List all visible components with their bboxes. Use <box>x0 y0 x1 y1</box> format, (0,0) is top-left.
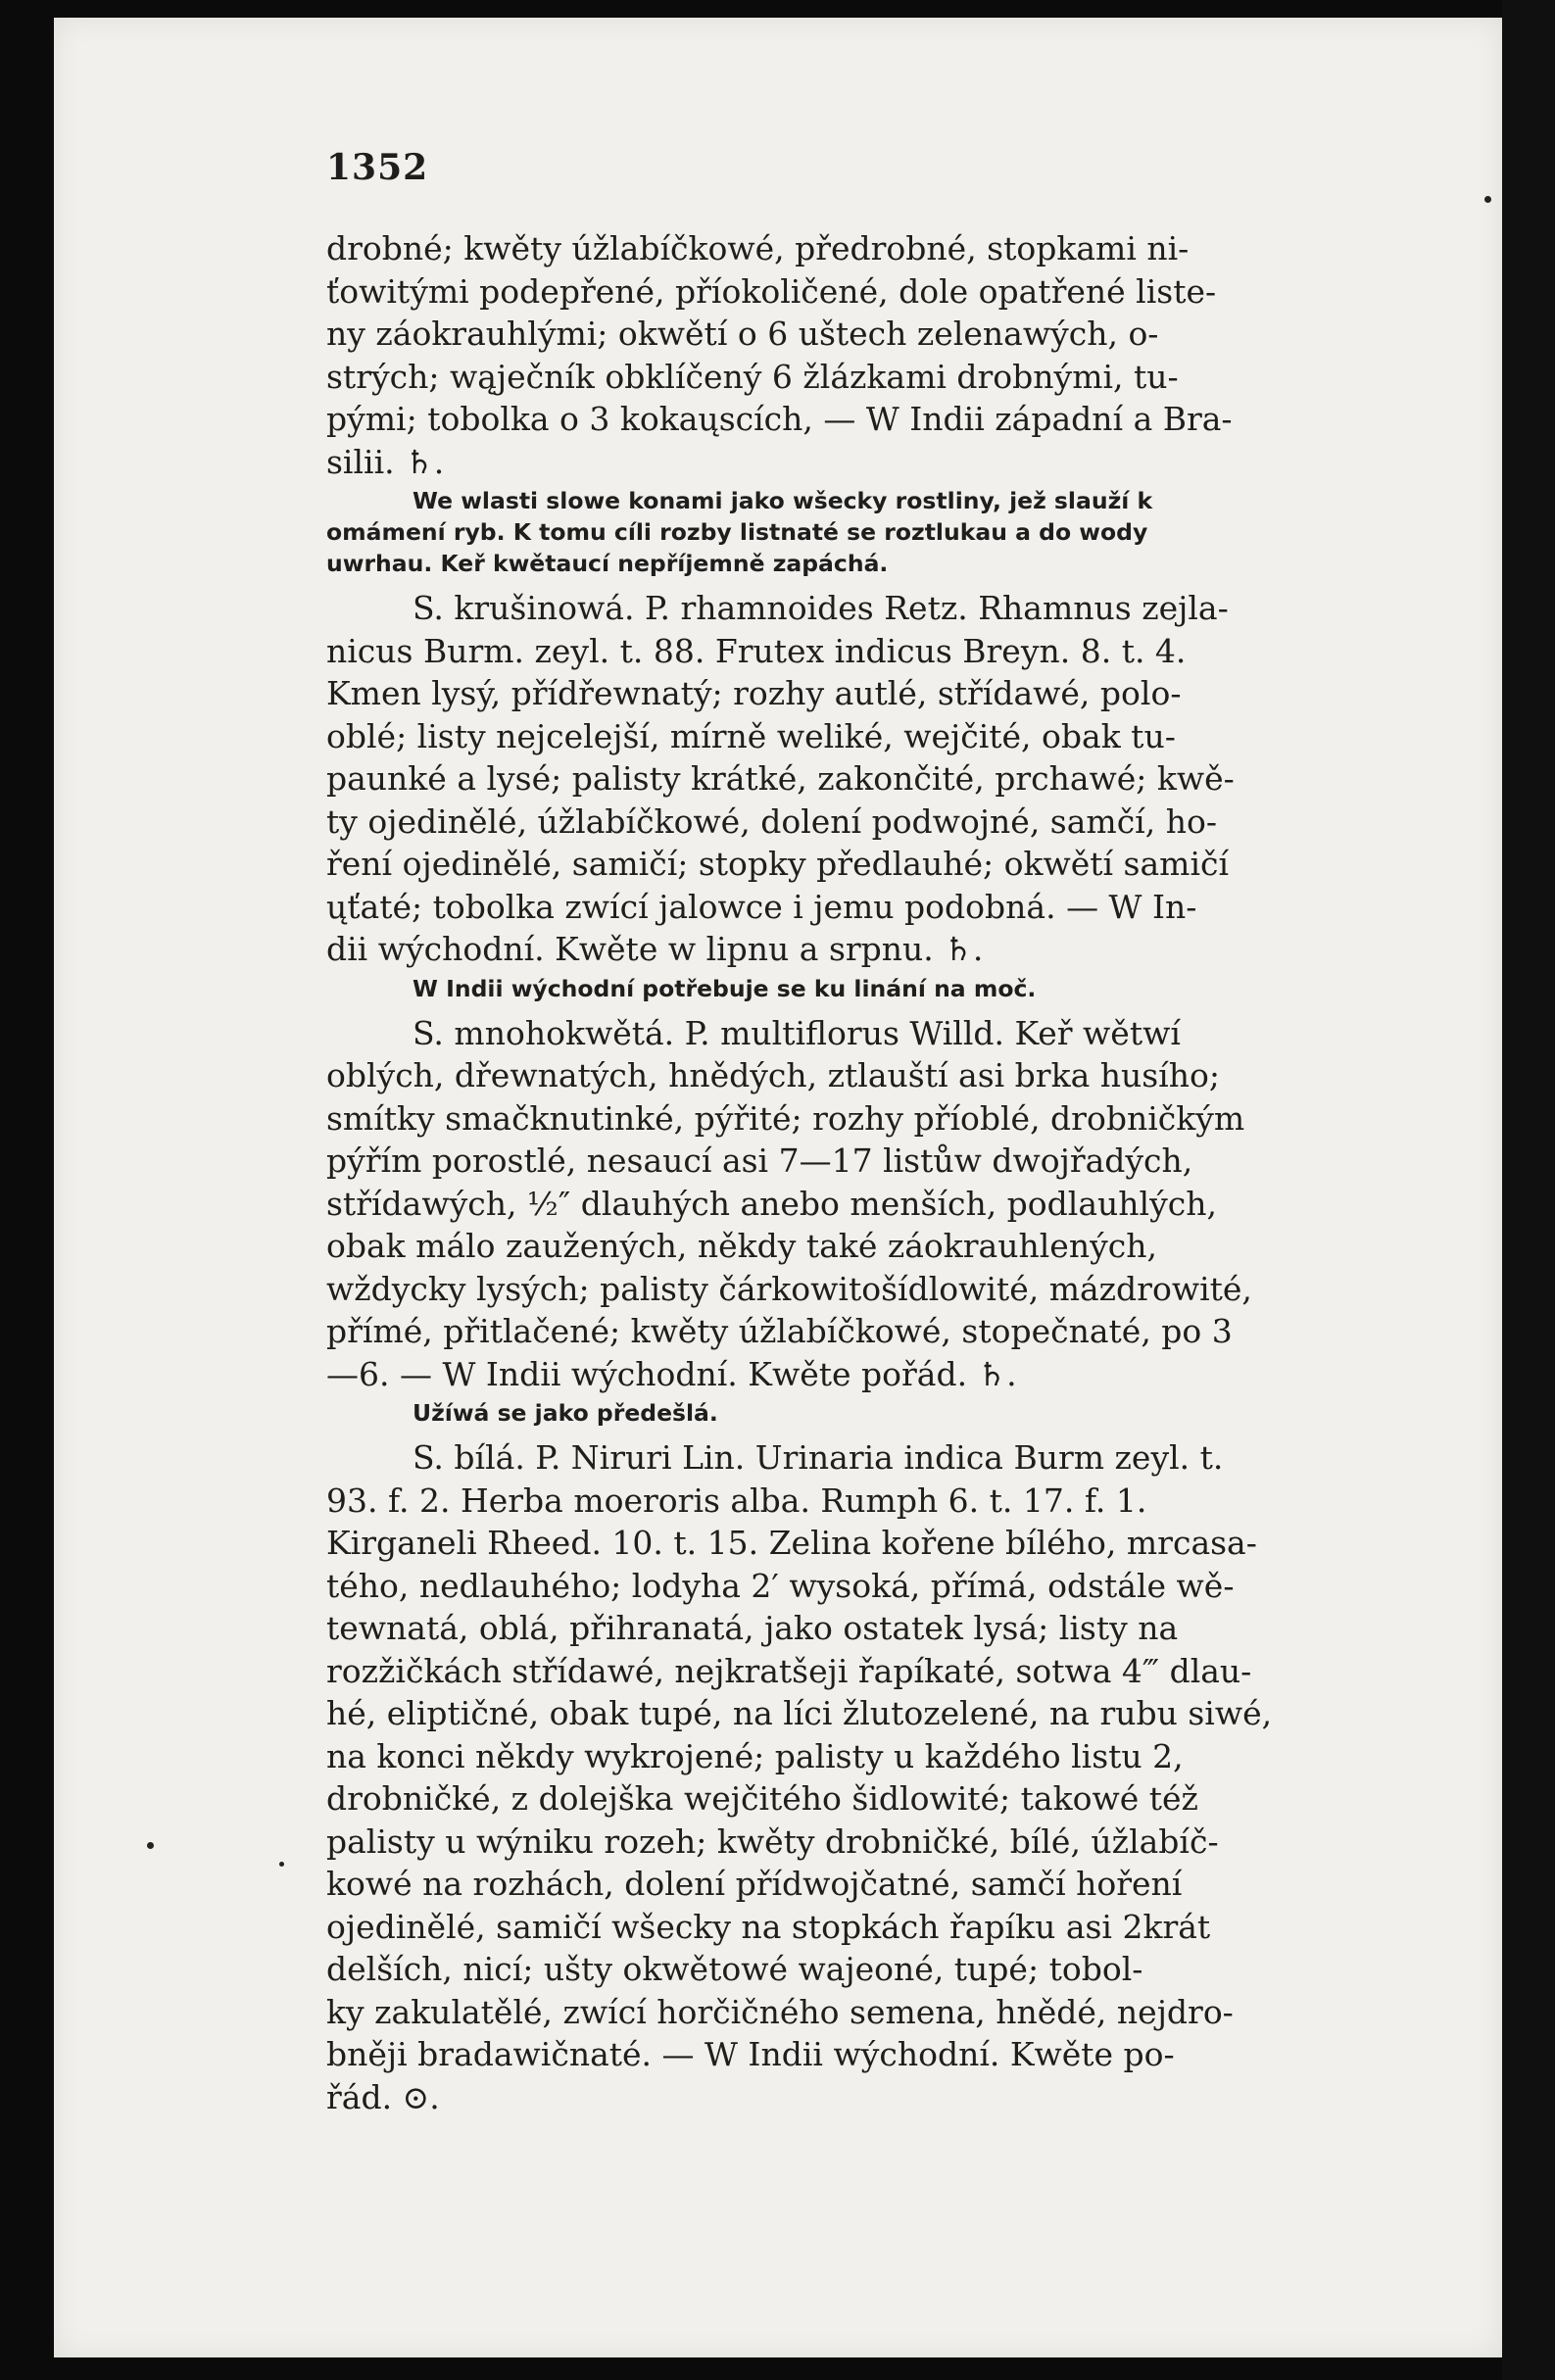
text-line: S. krušinowá. P. rhamnoides Retz. Rhamnus zejla- <box>413 589 1229 627</box>
text-line: W Indii wýchodní potřebuje se ku linání na moč. <box>413 974 1037 1002</box>
text-line: na konci někdy wykrojené; palisty u každého listu 2, <box>326 1736 1184 1775</box>
text-line: ųťaté; tobolka zwící jalowce i jemu podobná. — W In- <box>326 887 1197 926</box>
text-line: paunké a lysé; palisty krátké, zakončité, prchawé; kwě- <box>326 759 1235 798</box>
paragraph <box>326 587 1380 971</box>
paragraph <box>326 1436 1380 2118</box>
paragraph <box>326 227 1380 483</box>
text-line: pými; tobolka o 3 kokaųscích, — W Indii západní a Bra- <box>326 400 1233 438</box>
text-line: nicus Burm. zeyl. t. 88. Frutex indicus Breyn. 8. t. 4. <box>326 631 1187 670</box>
text-line: rozžičkách střídawé, nejkratšeji řapíkaté, sotwa 4‴ dlau- <box>326 1651 1252 1690</box>
paragraph <box>326 1012 1380 1396</box>
text-line: tewnatá, oblá, přihranatá, jako ostatek lysá; listy na <box>326 1609 1179 1647</box>
text-line: strých; wąječník obklíčený 6 žlázkami drobnými, tu- <box>326 357 1179 396</box>
scan-speck <box>279 1862 284 1867</box>
text-line: uwrhau. Keř kwětaucí nepříjemně zapáchá. <box>326 550 889 577</box>
text-line: drobné; kwěty úžlabíčkowé, předrobné, stopkami ni- <box>326 229 1190 267</box>
scan-speck <box>147 1842 154 1849</box>
text-line: silii. ♄. <box>326 442 445 481</box>
text-line: Užíwá se jako předešlá. <box>413 1399 718 1427</box>
text-line: —6. — W Indii wýchodní. Kwěte pořád. ♄. <box>326 1354 1017 1393</box>
text-line: wždycky lysých; palisty čárkowitošídlowité, mázdrowité, <box>326 1269 1252 1308</box>
text-line: přímé, přitlačené; kwěty úžlabíčkowé, stopečnaté, po 3 <box>326 1312 1233 1350</box>
text-line: palisty u wýniku rozeh; kwěty drobničké, bílé, úžlabíč- <box>326 1821 1219 1861</box>
text-line: ření ojedinělé, samičí; stopky předlauhé; okwětí samičí <box>326 845 1230 883</box>
text-line: ojedinělé, samičí wšecky na stopkách řapíku asi 2krát <box>326 1907 1211 1946</box>
text-line: delších, nicí; ušty okwětowé wajeoné, tupé; tobol- <box>326 1950 1143 1988</box>
footnote-block <box>326 485 1380 579</box>
text-line: S. bílá. P. Niruri Lin. Urinaria indica Burm zeyl. t. <box>413 1438 1224 1477</box>
text-line: dii wýchodní. Kwěte w lipnu a srpnu. ♄. <box>326 930 984 968</box>
text-line: ky zakulatělé, zwící horčičného semena, hnědé, nejdro- <box>326 1992 1234 2031</box>
scan-border <box>1502 0 1555 2380</box>
text-line: oblé; listy nejcelejší, mírně weliké, wejčité, obak tu- <box>326 716 1176 755</box>
text-line: řád. ⊙. <box>326 2077 440 2116</box>
text-line: oblých, dřewnatých, hnědých, ztlauští asi brka husího; <box>326 1056 1220 1094</box>
footnote-block <box>326 1397 1380 1429</box>
page-number: 1352 <box>326 147 429 188</box>
text-line: obak málo zaužených, někdy také záokrauhlených, <box>326 1227 1157 1265</box>
text-line: kowé na rozhách, dolení přídwojčatné, samčí hoření <box>326 1865 1183 1903</box>
text-line: ty ojedinělé, úžlabíčkowé, dolení podwojné, samčí, ho- <box>326 801 1217 841</box>
text-line: ťowitými podepřené, příokoličené, dole opatřené liste- <box>326 271 1217 311</box>
text-line: drobničké, z dolejška wejčitého šidlowité; takowé též <box>326 1779 1198 1818</box>
text-line: 93. f. 2. Herba moeroris alba. Rumph 6. t. 17. f. 1. <box>326 1481 1147 1520</box>
text-line: omámení ryb. K tomu cíli rozby listnaté se roztlukau a do wody <box>326 518 1148 546</box>
text-line: Kmen lysý, přídřewnatý; rozhy autlé, střídawé, polo- <box>326 674 1182 712</box>
text-line: S. mnohokwětá. P. multiflorus Willd. Keř wětwí <box>413 1013 1181 1052</box>
text-line: Kirganeli Rheed. 10. t. 15. Zelina kořene bílého, mrcasa- <box>326 1524 1257 1562</box>
text-line: tého, nedlauhého; lodyha 2′ wysoká, přímá, odstále wě- <box>326 1566 1235 1605</box>
text-line: We wlasti slowe konami jako wšecky rostliny, jež slauží k <box>413 487 1153 514</box>
text-line: smítky smačknutinké, pýřité; rozhy příoblé, drobničkým <box>326 1098 1245 1138</box>
footnote-block <box>326 973 1380 1004</box>
text-line: bněji bradawičnaté. — W Indii wýchodní. Kwěte po- <box>326 2035 1175 2073</box>
page-content <box>326 147 1380 2118</box>
text-line: pýřím porostlé, nesaucí asi 7—17 listůw dwojřadých, <box>326 1141 1193 1180</box>
scan-speck <box>1484 196 1491 203</box>
text-body <box>326 227 1380 2118</box>
text-line: ny záokrauhlými; okwětí o 6 uštech zelenawých, o- <box>326 315 1159 353</box>
text-line: střídawých, ½″ dlauhých anebo menších, podlauhlých, <box>326 1184 1217 1223</box>
text-line: hé, eliptičné, obak tupé, na líci žlutozelené, na rubu siwé, <box>326 1694 1273 1732</box>
